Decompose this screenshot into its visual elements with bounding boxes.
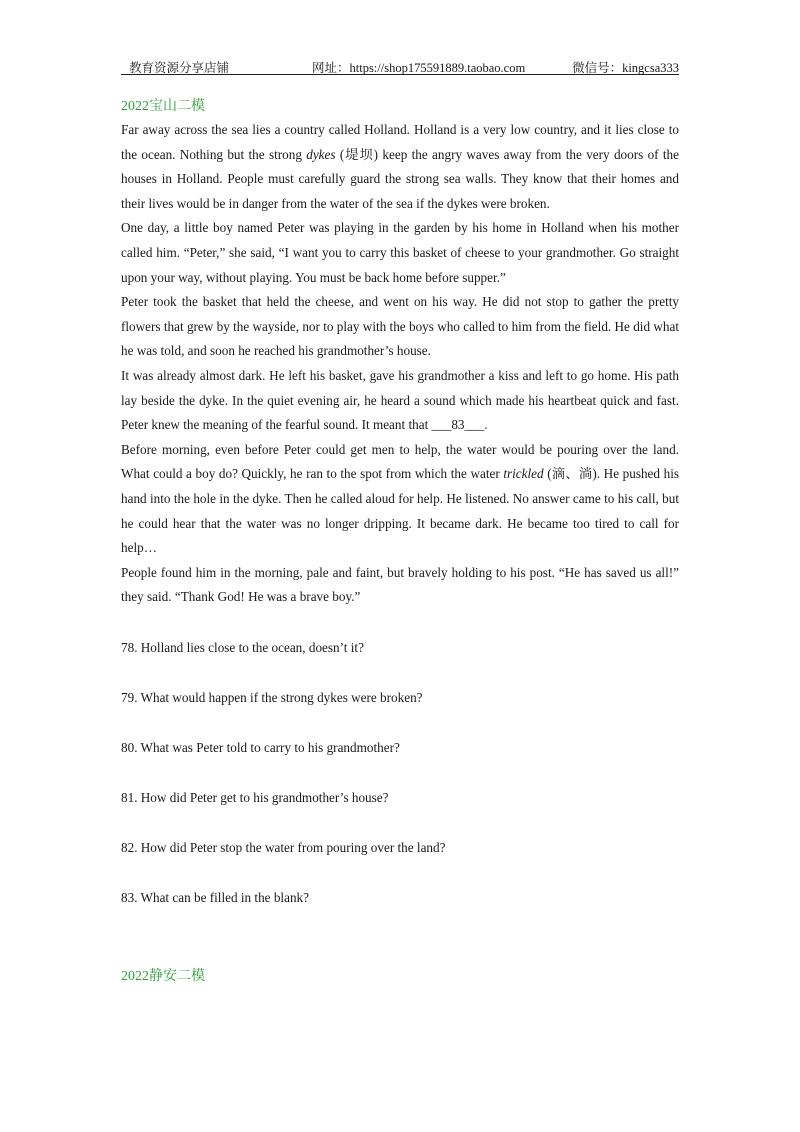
paragraph-text: (滴、淌). He pushed his hand into the hole in the dyke. Then he called aloud for help. He listened. No answer came to his call, but he could hear that the water was no longer dripping. It became dark. He became too tired to call for help… (121, 466, 679, 556)
question-81: 81. How did Peter get to his grandmother’s house? (121, 789, 389, 805)
paragraph-text: (堤坝) keep the angry waves away from the very doors of the houses in Holland. People must carefully guard the strong sea walls. They know that their homes and their lives would be in danger from the water of the sea if the dykes were broken. (121, 146, 679, 211)
question-80: 80. What was Peter told to carry to his grandmother? (121, 739, 400, 755)
header-shop-name: 教育资源分享店铺 (129, 61, 230, 75)
document-body (121, 96, 679, 988)
paragraph-text: Before morning, even before Peter could get men to help, the water would be pouring over the land. What could a boy do? Quickly, he ran to the spot from which the water (121, 441, 679, 482)
page-header (121, 56, 679, 75)
passage-paragraph-4 (121, 364, 679, 438)
paragraph-text: . (484, 417, 488, 433)
passage-paragraph-1 (121, 118, 679, 216)
passage-paragraph-2: One day, a little boy named Peter was playing in the garden by his home in Holland when his mother called him. “Peter,” she said, “I want you to carry this basket of cheese to your grandmother. Go straight upon your way, without playing. You must be back home before supper.” (121, 220, 679, 285)
question-82: 82. How did Peter stop the water from pouring over the land? (121, 839, 446, 855)
header-website: 网址：https://shop175591889.taobao.com (312, 61, 526, 75)
section-title-jingan: 2022静安二模 (121, 968, 205, 984)
header-wechat: 微信号：kingcsa333 (572, 61, 679, 75)
term-dykes: dykes (306, 146, 336, 162)
term-trickled: trickled (503, 466, 544, 482)
section-title-baoshan: 2022宝山二模 (121, 99, 205, 114)
passage-paragraph-5 (121, 438, 679, 561)
passage-paragraph-3: Peter took the basket that held the cheese, and went on his way. He did not stop to gather the pretty flowers that grew by the wayside, nor to play with the boys who called to him from the field. He did what he was told, and soon he reached his grandmother’s house. (121, 294, 679, 359)
question-list (121, 636, 679, 910)
question-79: 79. What would happen if the strong dykes were broken? (121, 689, 423, 705)
question-78: 78. Holland lies close to the ocean, doesn’t it? (121, 639, 364, 655)
passage-paragraph-6: People found him in the morning, pale and faint, but bravely holding to his post. “He has saved us all!” they said. “Thank God! He was a brave boy.” (121, 564, 679, 605)
paragraph-text: It was already almost dark. He left his basket, gave his grandmother a kiss and left to go home. His path lay beside the dyke. In the quiet evening air, he heard a sound which made his heartbeat quick and fast. Peter knew the meaning of the fearful sound. It meant that (121, 367, 679, 433)
question-83: 83. What can be filled in the blank? (121, 889, 309, 905)
paragraph-text: Far away across the sea lies a country called Holland. Holland is a very low country, and it lies close to the ocean. Nothing but the strong (121, 122, 679, 162)
blank-83: ___83___ (431, 417, 485, 433)
